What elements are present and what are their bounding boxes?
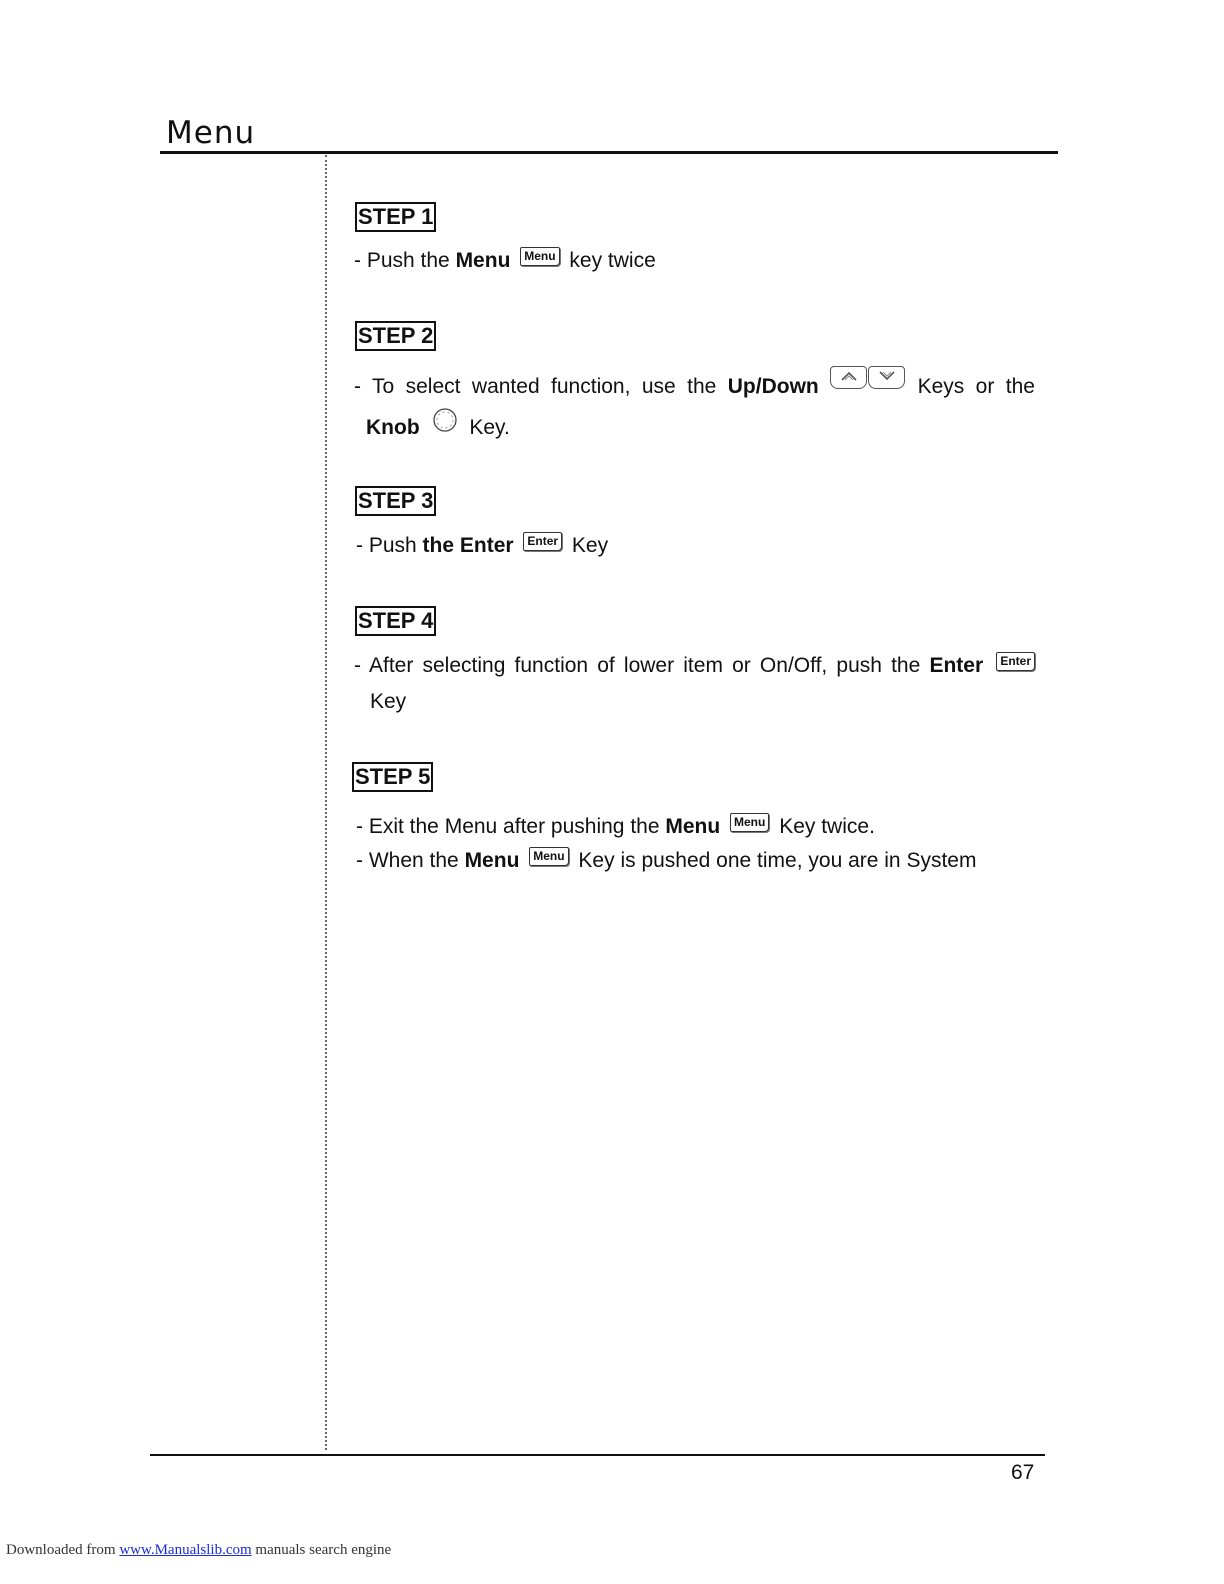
step-2-label: STEP 2 xyxy=(355,321,436,351)
step-2-knob-bold: Knob xyxy=(366,416,420,439)
step-5-instruction-line-2 xyxy=(356,846,976,876)
chevron-down-icon xyxy=(868,366,905,389)
enter-key-icon: Enter xyxy=(523,532,562,551)
up-down-keys xyxy=(830,366,906,402)
step-5-text2-end: Key is pushed one time, you are in System xyxy=(578,849,977,872)
step-5-text-end: Key twice. xyxy=(779,815,875,838)
step-1-text-start: - Push the xyxy=(354,249,456,272)
step-2-instruction-line-2 xyxy=(366,407,510,443)
step-4-text-end: Key xyxy=(370,690,407,713)
step-3-bold: the Enter xyxy=(422,534,514,557)
step-2-knob-text: Key. xyxy=(469,416,510,439)
step-4-instruction-line-1 xyxy=(354,651,1035,681)
menu-key-icon: Menu xyxy=(529,847,568,866)
step-4-text-start: - After selecting function of lower item or On/Off, push the xyxy=(354,654,921,677)
menu-key-icon: Menu xyxy=(520,247,559,266)
step-2-instruction-line-1 xyxy=(354,366,1035,402)
title-divider xyxy=(160,151,1058,154)
step-1-label: STEP 1 xyxy=(355,202,436,232)
menu-key-icon: Menu xyxy=(730,813,769,832)
step-1-bold: Menu xyxy=(455,249,511,272)
step-4-instruction-line-2 xyxy=(370,687,406,717)
chevron-up-icon xyxy=(830,366,867,389)
page-title: Menu xyxy=(166,115,256,151)
footer-prefix: Downloaded from xyxy=(6,1542,120,1558)
column-divider xyxy=(325,155,327,1450)
footer-suffix: manuals search engine xyxy=(251,1542,392,1558)
step-5-label: STEP 5 xyxy=(352,762,433,792)
step-1-text-end: key twice xyxy=(569,249,656,272)
step-5-bold-2: Menu xyxy=(464,849,520,872)
step-4-label: STEP 4 xyxy=(355,606,436,636)
step-5-bold: Menu xyxy=(665,815,721,838)
step-5-text-start: - Exit the Menu after pushing the xyxy=(356,815,666,838)
step-4-bold: Enter xyxy=(929,654,984,677)
download-footer xyxy=(6,1542,391,1559)
step-3-text-end: Key xyxy=(571,534,609,557)
knob-icon xyxy=(432,407,458,442)
step-1-instruction xyxy=(354,246,656,276)
step-5-instruction-line-1 xyxy=(356,812,875,842)
step-2-bold: Up/Down xyxy=(727,375,819,398)
step-3-text-start: - Push xyxy=(356,534,423,557)
step-3-label: STEP 3 xyxy=(355,486,436,516)
step-2-text-start: - To select wanted function, use the xyxy=(354,375,717,398)
footer-link[interactable]: www.Manualslib.com xyxy=(119,1542,252,1558)
step-5-text2-start: - When the xyxy=(356,849,465,872)
enter-key-icon: Enter xyxy=(996,652,1035,671)
page-number: 67 xyxy=(1011,1461,1035,1484)
footer-divider xyxy=(150,1454,1045,1456)
step-3-instruction xyxy=(356,531,608,561)
step-2-text-end: Keys or the xyxy=(917,375,1035,398)
